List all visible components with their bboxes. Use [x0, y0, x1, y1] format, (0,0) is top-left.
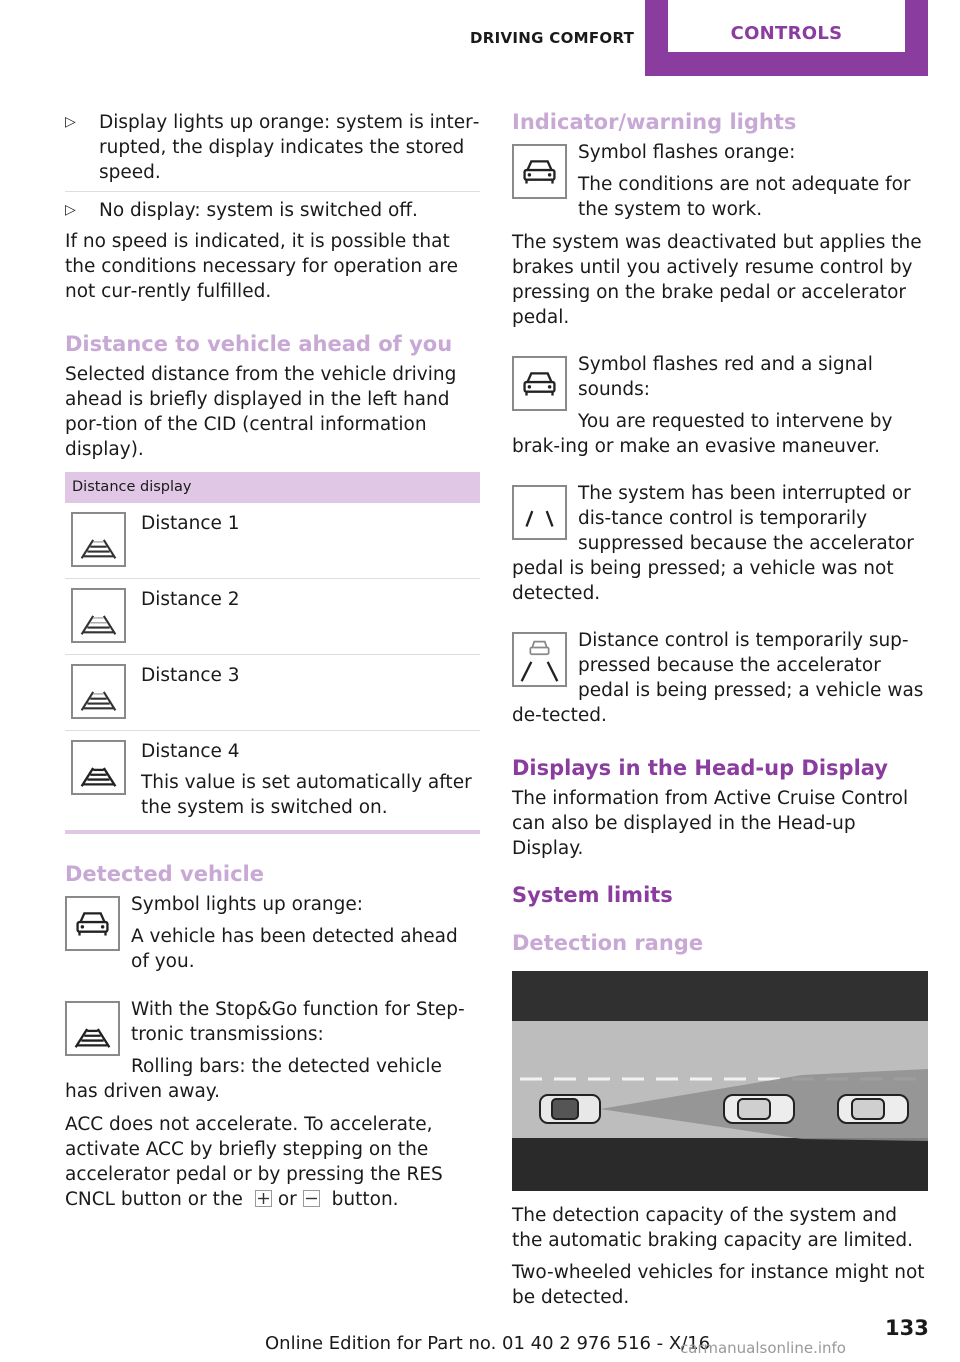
- distance-heading: Distance to vehicle ahead of you: [65, 332, 453, 356]
- vehicle-icon: [65, 896, 120, 951]
- bullet-item: ▷ No display: system is switched off.: [65, 200, 418, 221]
- range-heading: Detection range: [512, 931, 704, 955]
- warning-symbol-4: Distance control is temporarily sup‐pressed because the accelerator pedal is being pressed; a vehicle was de‐tected.: [512, 630, 924, 726]
- triangle-bullet-icon: ▷: [65, 114, 76, 130]
- detected-symbol-1: Symbol lights up orange: A vehicle has been detected ahead of you.: [65, 892, 480, 981]
- plus-button-icon: [255, 1190, 272, 1207]
- paragraph: The information from Active Cruise Control can also be displayed in the Head-up Display.: [512, 788, 909, 859]
- warning-symbol-2: Symbol flashes red and a signal sounds: You are requested to intervene by brak‐ing or make an evasive maneuver.: [512, 354, 893, 457]
- distance-3-icon: [71, 664, 126, 719]
- header-tab[interactable]: [645, 0, 928, 76]
- paragraph: If no speed is indicated, it is possible that the conditions necessary for operation are not cur‐rently fulfilled.: [65, 231, 458, 302]
- acc-paragraph: ACC does not accelerate. To accelerate, activate ACC by briefly stepping on the accelerator pedal or by pressing the RES CNCL button or the or button.: [65, 1114, 443, 1210]
- car-ahead-1: [724, 1095, 794, 1123]
- warning-heading: Indicator/warning lights: [512, 110, 797, 134]
- lane-vehicle-icon: [512, 632, 567, 687]
- distance-2-icon: [71, 588, 126, 643]
- watermark: carmanualsonline.info: [680, 1339, 846, 1357]
- table-row: [65, 731, 480, 830]
- page-number: 133: [885, 1316, 929, 1340]
- minus-button-icon: [303, 1190, 320, 1207]
- paragraph: Two-wheeled vehicles for instance might not be detected.: [512, 1262, 925, 1308]
- paragraph: The detection capacity of the system and the automatic braking capacity are limited.: [512, 1205, 914, 1251]
- warning-symbol-1: Symbol flashes orange: The conditions are not adequate for the system to work.: [512, 140, 928, 222]
- limits-heading: System limits: [512, 883, 673, 907]
- vehicle-red-icon: [512, 356, 567, 411]
- bullet-item: ▷ Display lights up orange: system is inter‐rupted, the display indicates the stored speed.: [65, 112, 480, 183]
- rolling-bars-icon: [65, 1001, 120, 1056]
- hud-heading: Displays in the Head-up Display: [512, 756, 888, 780]
- detected-heading: Detected vehicle: [65, 862, 264, 886]
- triangle-bullet-icon: ▷: [65, 202, 76, 218]
- footer-edition: Online Edition for Part no. 01 40 2 976 516 - X/16: [265, 1333, 711, 1354]
- right-column: [512, 108, 928, 1317]
- detected-symbol-2: With the Stop&Go function for Step‐tronic transmissions: Rolling bars: the detected vehicle has driven away.: [65, 999, 465, 1102]
- table-row: [65, 655, 480, 731]
- table-cell-label: Distance 3: [141, 665, 240, 686]
- distance-4-icon: [71, 740, 126, 795]
- lane-lines-icon: [512, 485, 567, 540]
- warning-symbol-3: The system has been interrupted or dis‐tance control is temporarily suppressed because the accelerator pedal is being pressed; a vehicle was not detected.: [512, 483, 914, 604]
- table-cell-label: Distance 1: [141, 513, 240, 534]
- detection-range-illustration: [512, 971, 928, 1191]
- table-row: [65, 579, 480, 655]
- header-tab-label: CONTROLS: [668, 0, 905, 52]
- table-cell-note: This value is set automatically after the system is switched on.: [141, 772, 472, 818]
- table-cell-label: Distance 4: [141, 741, 240, 762]
- header-section: DRIVING COMFORT: [470, 29, 635, 47]
- table-cell-label: Distance 2: [141, 589, 240, 610]
- distance-1-icon: [71, 512, 126, 567]
- distance-table: [65, 472, 480, 834]
- paragraph: Selected distance from the vehicle driving ahead is briefly displayed in the left hand por‐tion of the CID (central information display).: [65, 364, 457, 460]
- vehicle-orange-icon: [512, 144, 567, 199]
- own-car: [540, 1095, 600, 1123]
- table-row: [65, 503, 480, 579]
- table-header: Distance display: [65, 472, 480, 503]
- car-ahead-2: [838, 1095, 908, 1123]
- left-column: [65, 110, 480, 1219]
- paragraph: The system was deactivated but applies the brakes until you actively resume control by pressing on the brake pedal or accelerator pedal.: [512, 232, 922, 328]
